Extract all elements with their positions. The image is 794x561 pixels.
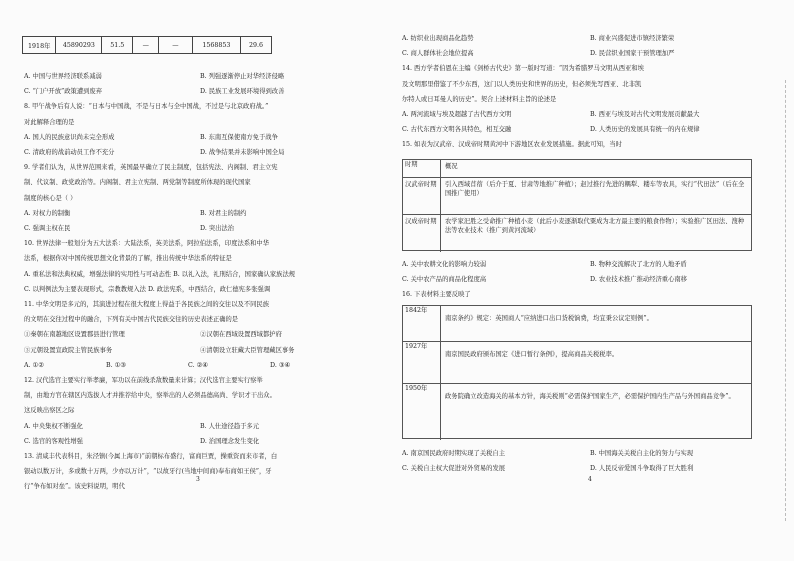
question-text: 12. 汉代选官主要实行举孝廉，军功以在前线杀敌数量来计算；汉代选官主要实行察举 <box>24 377 263 384</box>
question-text: 15. 如表为汉武帝、汉成帝时期黄河中下游地区农业发展措施。据此可知，当时 <box>402 141 622 149</box>
binding-line <box>785 80 786 521</box>
answer-option[interactable]: ③元朝设置宣政院主管民族事务 <box>24 346 113 354</box>
table-cell: 1918年 <box>23 37 56 53</box>
answer-option[interactable]: D. 突出法治 <box>200 225 235 232</box>
table-cell: 1568853 <box>193 37 241 53</box>
answer-option[interactable]: C. 清政府的战前动员工作不充分 <box>24 149 115 156</box>
answer-option[interactable]: C. 商人群体社会地位提高 <box>402 50 474 58</box>
answer-option[interactable]: A. 对权力的制衡 <box>24 209 71 217</box>
page-number-right: 4 <box>588 476 592 483</box>
question-text: 8. 甲午战争后有人说：“日本与中国战，不是与日本与全中国战，不过是与北京政府战。” <box>24 103 269 111</box>
table-cell: 汉成帝时期 <box>403 215 441 252</box>
data-table-row <box>22 36 272 54</box>
page-number-left: 3 <box>196 476 200 483</box>
answer-option[interactable]: D. 民营织业国家干预管理加严 <box>590 50 675 58</box>
table-row <box>403 215 751 252</box>
answer-option[interactable]: D. ③④ <box>270 361 291 369</box>
table-cell: 1950年 <box>403 384 441 440</box>
answer-option[interactable]: C. 古代东西方文明各具特色，相互交融 <box>402 126 512 134</box>
table-cell: 南京国民政府颁布国定《进口暂行条例》，提高商品关税税率。 <box>445 351 619 359</box>
question-text: 尔特人或日耳曼人的历史”。契合上述材料主旨的论述是 <box>402 95 557 103</box>
question-text: 对此解释合理的是 <box>24 118 75 126</box>
answer-option[interactable]: C. ②④ <box>188 361 208 369</box>
answer-option[interactable]: D. 战争结果并未影响中国全局 <box>200 149 285 156</box>
answer-option[interactable]: A. 南京国民政府时期实现了关税自主 <box>402 450 506 458</box>
question-text: 14. 西方学者伯恩在主编《剑桥古代史》第一版时写道：“因为希腊罗马文明从西亚和埃 <box>402 65 644 73</box>
table-cell: 南京条约》规定：英国商人“应纳进口出口货税饷费，均宜秉公议定则例”。 <box>445 315 653 323</box>
answer-option[interactable]: B. 人仕途径趋于多元 <box>200 422 260 430</box>
table-cell: 45890293 <box>56 37 102 53</box>
question-text: 13. 清咸丰代表科目，朱泾镇(今属上海市)“前朝标布盛行，富商巨贾，操重资而来市者，白 <box>24 453 278 460</box>
table-row <box>403 306 751 342</box>
answer-option[interactable]: ①秦朝在南越地区设置郡县进行管理 <box>24 331 125 339</box>
table-row <box>403 342 751 384</box>
question-text: 10. 世界法律一般划分为五大法系：大陆法系，英美法系，阿拉伯法系，印度法系和中华 <box>24 240 270 248</box>
question-text: 16. 下表材料主要反映了 <box>402 291 471 298</box>
answer-option[interactable]: A. 两河流域与埃及超越了古代西方文明 <box>402 111 512 118</box>
answer-option[interactable]: A. ①② <box>24 361 44 369</box>
answer-option[interactable]: C. 强调主权在民 <box>24 225 71 232</box>
answer-option[interactable]: A. 关中农耕文化的影响力较弱 <box>402 260 487 268</box>
table-cell: 1927年 <box>403 342 441 383</box>
table-cell: — <box>133 37 159 53</box>
table-cell: 51.5 <box>102 37 133 53</box>
answer-option[interactable]: D. 人类历史的发展具有统一的内在规律 <box>590 126 700 134</box>
question-text: C. 以判例法为主要表现形式，宗教教规入法 D. 政法宪系，中西结合，政仁德宪多张强调 <box>24 285 271 293</box>
answer-option[interactable]: B. 商业兴盛促进市镇经济繁荣 <box>590 35 675 42</box>
question-text: 制度的核心是（ ） <box>24 194 77 202</box>
table-cell: 29.6 <box>249 41 264 49</box>
answer-option[interactable]: B. ①③ <box>106 361 126 369</box>
answer-option[interactable]: ②汉朝在西域设置西域都护府 <box>200 331 282 339</box>
question-text: 的文明在交往过程中的融合，下列有关中国古代民族交往的历史表述正确的是 <box>24 316 239 324</box>
answer-option[interactable]: C. 关中农产品的商品化程度高 <box>402 275 487 283</box>
answer-option[interactable]: B. 西亚与埃及对古代文明发展贡献最大 <box>590 111 700 118</box>
table-cell: 时期 <box>403 160 441 177</box>
table-q15 <box>402 159 752 251</box>
question-text: 行“争布如对垒”。该史料说明，明代 <box>24 483 125 491</box>
answer-option[interactable]: B. 物种交流解决了北方的人地矛盾 <box>590 260 687 268</box>
table-cell: 1842年 <box>403 306 441 341</box>
answer-option[interactable]: C. 选官的客观性增强 <box>24 437 83 445</box>
table-header <box>403 160 751 178</box>
answer-option[interactable]: D. 农业技术推广推动经济重心南移 <box>590 275 687 283</box>
table-cell: 政务院确立改造海关的基本方针，海关税则“必需保护国家生产，必需保护国内生产品与外国商品竞争”。 <box>445 393 735 401</box>
table-cell: 引入西域苜蓿（后介于夏、甘肃等地推广种植）；赵过推行先进的耦犁、耧车等农具，实行“代田法”（后在全国推广使用） <box>445 180 745 198</box>
answer-option[interactable]: B. 对君主的制约 <box>200 209 247 217</box>
answer-option[interactable]: A. 国人的民族意识尚未完全形成 <box>24 133 115 141</box>
question-text: 及文明那里借鉴了不少东西，这门以人类历史和世界的历史，但必须先写西亚、北非凯 <box>402 80 642 88</box>
answer-option[interactable]: A. 纺织业出现商品化趋势 <box>402 35 474 42</box>
answer-option[interactable]: C. 关税自主权大促进对外贸易的发展 <box>402 465 506 473</box>
table-row <box>403 178 751 215</box>
question-text: 制，由地方官在辖区内选拔人才并推荐给中央，察举出的人必须品德高尚、学识才干出众。 <box>24 392 276 400</box>
table-cell: 汉武帝时期 <box>403 178 441 214</box>
answer-option[interactable]: D. 人民反帝爱国斗争取得了巨大胜利 <box>590 465 694 473</box>
answer-option[interactable]: C. “门户开放”政策遭到废弃 <box>24 88 103 96</box>
answer-option[interactable]: B. 中国海关关税自主化的努力与实现 <box>590 450 694 458</box>
table-cell: 概况 <box>445 162 458 170</box>
answer-option[interactable]: B. 东南互保使南方免于战争 <box>200 133 278 141</box>
question-text: 9. 学者们认为，从世界范围来看，英国最早确立了民主制度，包括宪法、内阁制、君主立宪 <box>24 164 278 172</box>
answer-option[interactable]: ④清朝设立驻藏大臣管理藏区事务 <box>200 346 295 354</box>
table-cell: 农学家汜胜之受命推广种植小麦（此后小麦逐渐取代粟成为北方最主要的粮食作物）；实验推广区田法、溲种法等农业技术（推广到黄河流域） <box>445 217 745 235</box>
answer-option[interactable]: A. 中央集权不断强化 <box>24 422 83 430</box>
answer-option[interactable]: D. 治国理念发生变化 <box>200 437 260 445</box>
table-cell: — <box>159 37 192 53</box>
table-row <box>403 384 751 440</box>
question-text: 制、代议制、政党政治等。内阁制、君主立宪制、两党制等制度所体现的现代国家 <box>24 179 251 187</box>
answer-option[interactable]: A. 中国与世界经济联系减弱 <box>24 73 102 80</box>
question-text: 11. 中华文明是多元的，其演进过程在很大程度上得益于各民族之间的交往以及不同民族 <box>24 301 270 308</box>
question-text: 这反映出察区之际 <box>24 407 75 415</box>
table-q16 <box>402 305 752 439</box>
answer-option[interactable]: D. 民族工业发展环境得到改善 <box>200 88 285 96</box>
question-text: 法系，根据你对中国传统思想文化背景的了解，推出传统中华法系的特征是 <box>24 255 232 263</box>
question-text: A. 重私法和法典权威，增强法律的实用性与可动态性 B. 以礼入法，礼刑结合，国家确认家族法规 <box>24 270 296 278</box>
question-text: 银动以数万计，多或数十万两，少亦以万计”，“以故牙行(当地中间商)奉布商如王侯”，牙 <box>24 468 272 476</box>
answer-option[interactable]: B. 列强逐渐停止对华经济侵略 <box>200 73 285 80</box>
